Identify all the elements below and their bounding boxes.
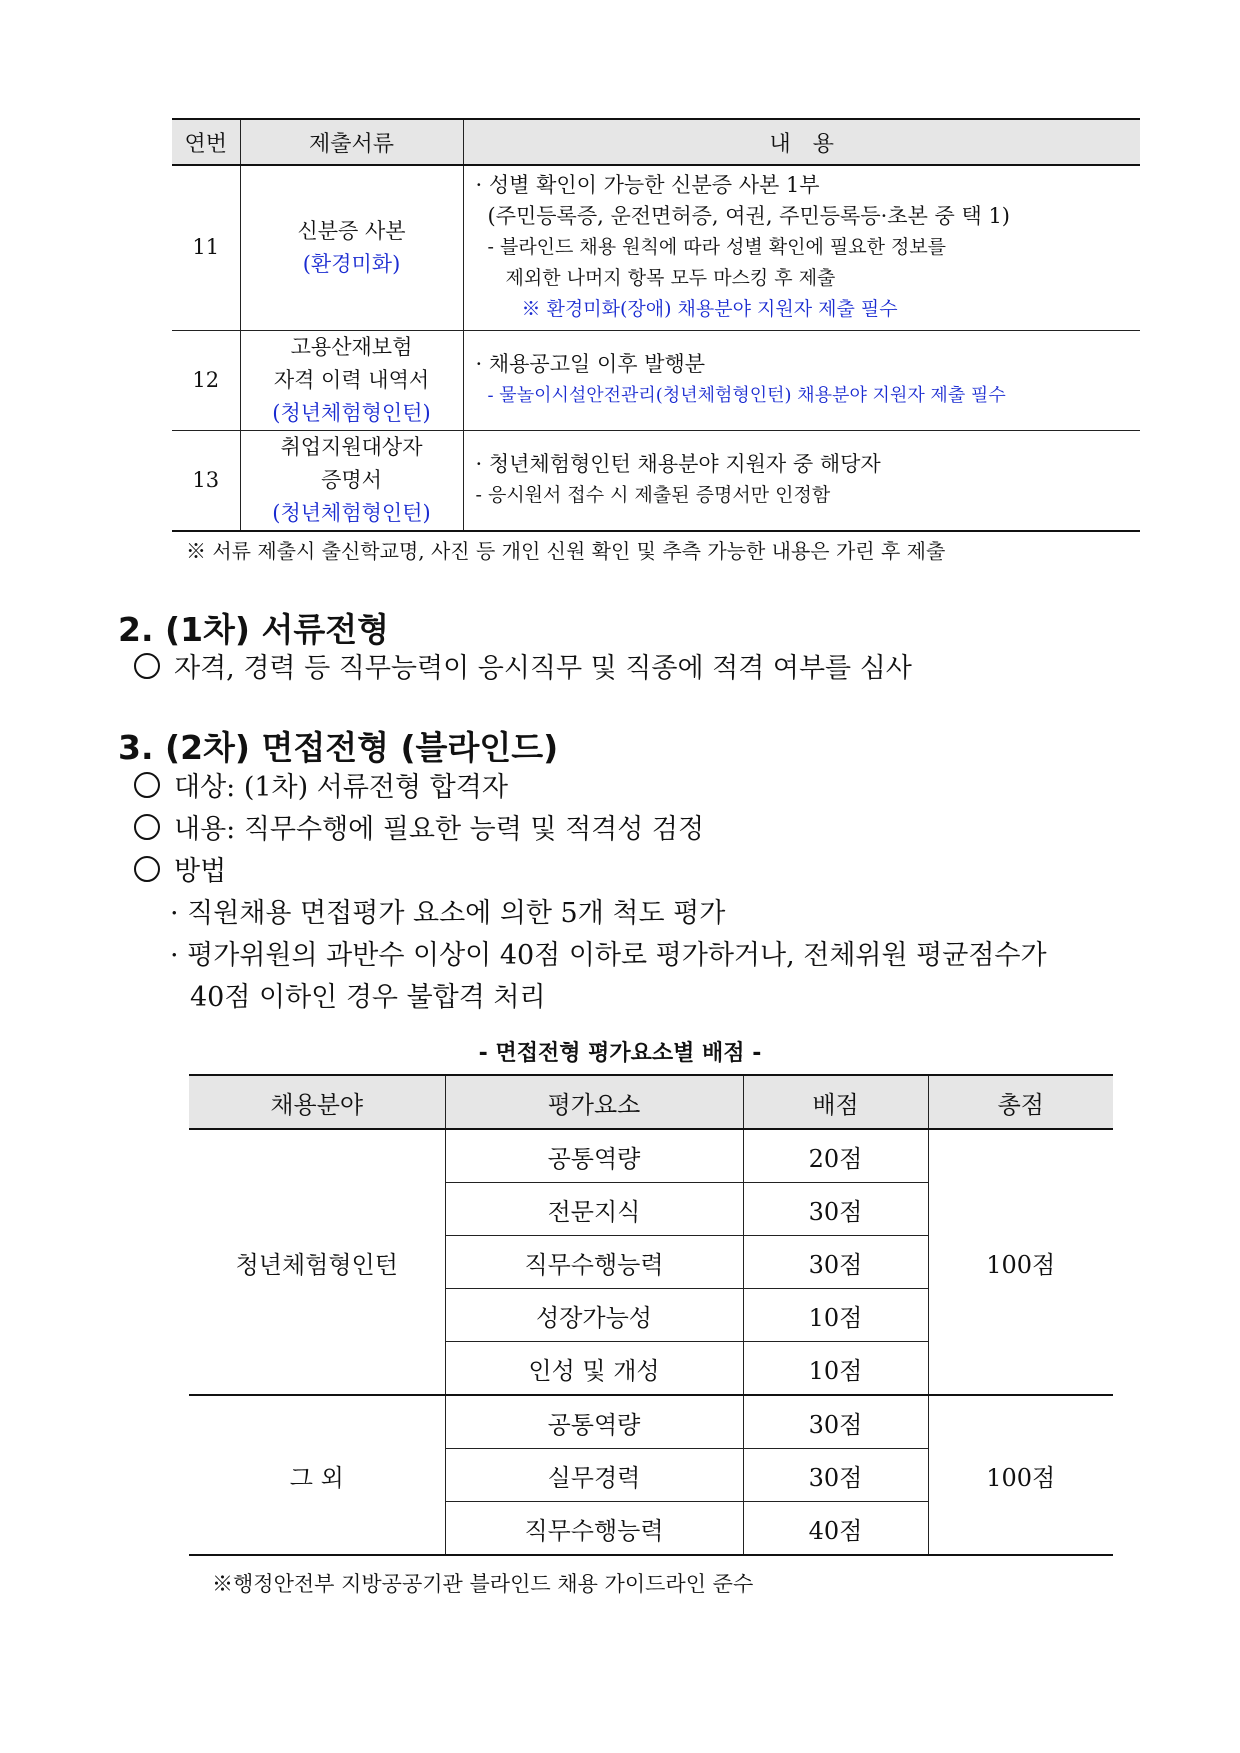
header-element: 평가요소	[445, 1075, 743, 1129]
element-name: 직무수행능력	[445, 1236, 743, 1289]
document-name	[240, 330, 463, 430]
element-score: 30점	[743, 1183, 928, 1236]
element-name: 공통역량	[445, 1129, 743, 1183]
desc-line: 제외한 나머지 항목 모두 마스킹 후 제출	[505, 267, 836, 290]
document-category: (환경미화)	[302, 251, 401, 276]
field-name: 그 외	[189, 1395, 445, 1555]
row-number: 13	[172, 430, 240, 531]
element-name: 성장가능성	[445, 1289, 743, 1342]
total-score: 100점	[928, 1395, 1113, 1555]
table-header-row	[172, 119, 1140, 165]
method-sub-item: · 평가위원의 과반수 이상이 40점 이하로 평가하거나, 전체위원 평균점수가	[170, 940, 1047, 971]
section-3-item	[134, 813, 704, 847]
desc-line: (주민등록증, 운전면허증, 여권, 주민등록등·초본 중 택 1)	[487, 204, 1011, 229]
desc-line: - 응시원서 접수 시 제출된 증명서만 인정함	[475, 484, 831, 506]
total-score: 100점	[928, 1129, 1113, 1395]
section-2-item	[134, 652, 912, 686]
document-name	[240, 430, 463, 531]
header-field: 채용분야	[189, 1075, 445, 1129]
interview-score-table	[189, 1074, 1113, 1556]
section-3-title: 3. (2차) 면접전형 (블라인드)	[118, 728, 559, 767]
header-content: 내 용	[463, 119, 1140, 165]
desc-line: · 청년체험형인턴 채용분야 지원자 중 해당자	[475, 452, 881, 476]
circle-bullet-icon	[134, 856, 160, 882]
section-2-title: 2. (1차) 서류전형	[118, 610, 389, 649]
header-document: 제출서류	[240, 119, 463, 165]
document-note: ※ 서류 제출시 출신학교명, 사진 등 개인 신원 확인 및 추측 가능한 내용은 가린 후 제출	[186, 539, 946, 563]
desc-note: ※ 환경미화(장애) 채용분야 지원자 제출 필수	[521, 298, 898, 321]
desc-line: - 블라인드 채용 원칙에 따라 성별 확인에 필요한 정보를	[487, 236, 947, 259]
document-line: 증명서	[321, 467, 382, 492]
document-description	[463, 430, 1140, 531]
document-line: 신분증 사본	[297, 218, 406, 243]
desc-line: · 성별 확인이 가능한 신분증 사본 1부	[475, 173, 820, 198]
document-line: 취업지원대상자	[280, 434, 423, 459]
table-row	[172, 165, 1140, 330]
header-no: 연번	[172, 119, 240, 165]
document-description	[463, 165, 1140, 330]
item-text: 대상: (1차) 서류전형 합격자	[174, 772, 508, 803]
document-line: 고용산재보험	[290, 334, 413, 359]
circle-bullet-icon	[134, 814, 160, 840]
document-category: (청년체험형인턴)	[272, 500, 431, 525]
circle-bullet-icon	[134, 772, 160, 798]
method-sub-item: 40점 이하인 경우 불합격 처리	[190, 982, 546, 1013]
element-score: 10점	[743, 1289, 928, 1342]
row-number: 11	[172, 165, 240, 330]
table-row	[189, 1129, 1113, 1183]
element-name: 실무경력	[445, 1449, 743, 1502]
document-name	[240, 165, 463, 330]
score-table-caption: - 면접전형 평가요소별 배점 -	[478, 1041, 762, 1066]
element-name: 인성 및 개성	[445, 1342, 743, 1396]
element-name: 직무수행능력	[445, 1502, 743, 1556]
element-score: 10점	[743, 1342, 928, 1396]
item-text: 내용: 직무수행에 필요한 능력 및 적격성 검정	[174, 814, 705, 845]
table-header-row	[189, 1075, 1113, 1129]
element-score: 30점	[743, 1449, 928, 1502]
header-score: 배점	[743, 1075, 928, 1129]
element-name: 공통역량	[445, 1395, 743, 1449]
document-line: 자격 이력 내역서	[273, 367, 430, 392]
table-row	[189, 1395, 1113, 1449]
element-score: 30점	[743, 1236, 928, 1289]
document-category: (청년체험형인턴)	[272, 400, 431, 425]
row-number: 12	[172, 330, 240, 430]
section-3-item	[134, 855, 226, 889]
score-table-note: ※행정안전부 지방공공기관 블라인드 채용 가이드라인 준수	[212, 1572, 754, 1596]
item-text: 방법	[174, 856, 227, 887]
table-row	[172, 430, 1140, 531]
item-text: 자격, 경력 등 직무능력이 응시직무 및 직종에 적격 여부를 심사	[174, 653, 912, 684]
header-total: 총점	[928, 1075, 1113, 1129]
element-score: 40점	[743, 1502, 928, 1556]
circle-bullet-icon	[134, 653, 160, 679]
method-sub-item: · 직원채용 면접평가 요소에 의한 5개 척도 평가	[170, 898, 726, 929]
document-description	[463, 330, 1140, 430]
desc-note: - 물놀이시설안전관리(청년체험형인턴) 채용분야 지원자 제출 필수	[487, 385, 1006, 406]
element-name: 전문지식	[445, 1183, 743, 1236]
field-name: 청년체험형인턴	[189, 1129, 445, 1395]
element-score: 30점	[743, 1395, 928, 1449]
table-row	[172, 330, 1140, 430]
submission-documents-table	[172, 118, 1140, 532]
section-3-item	[134, 771, 508, 805]
element-score: 20점	[743, 1129, 928, 1183]
desc-line: · 채용공고일 이후 발행분	[475, 352, 706, 376]
